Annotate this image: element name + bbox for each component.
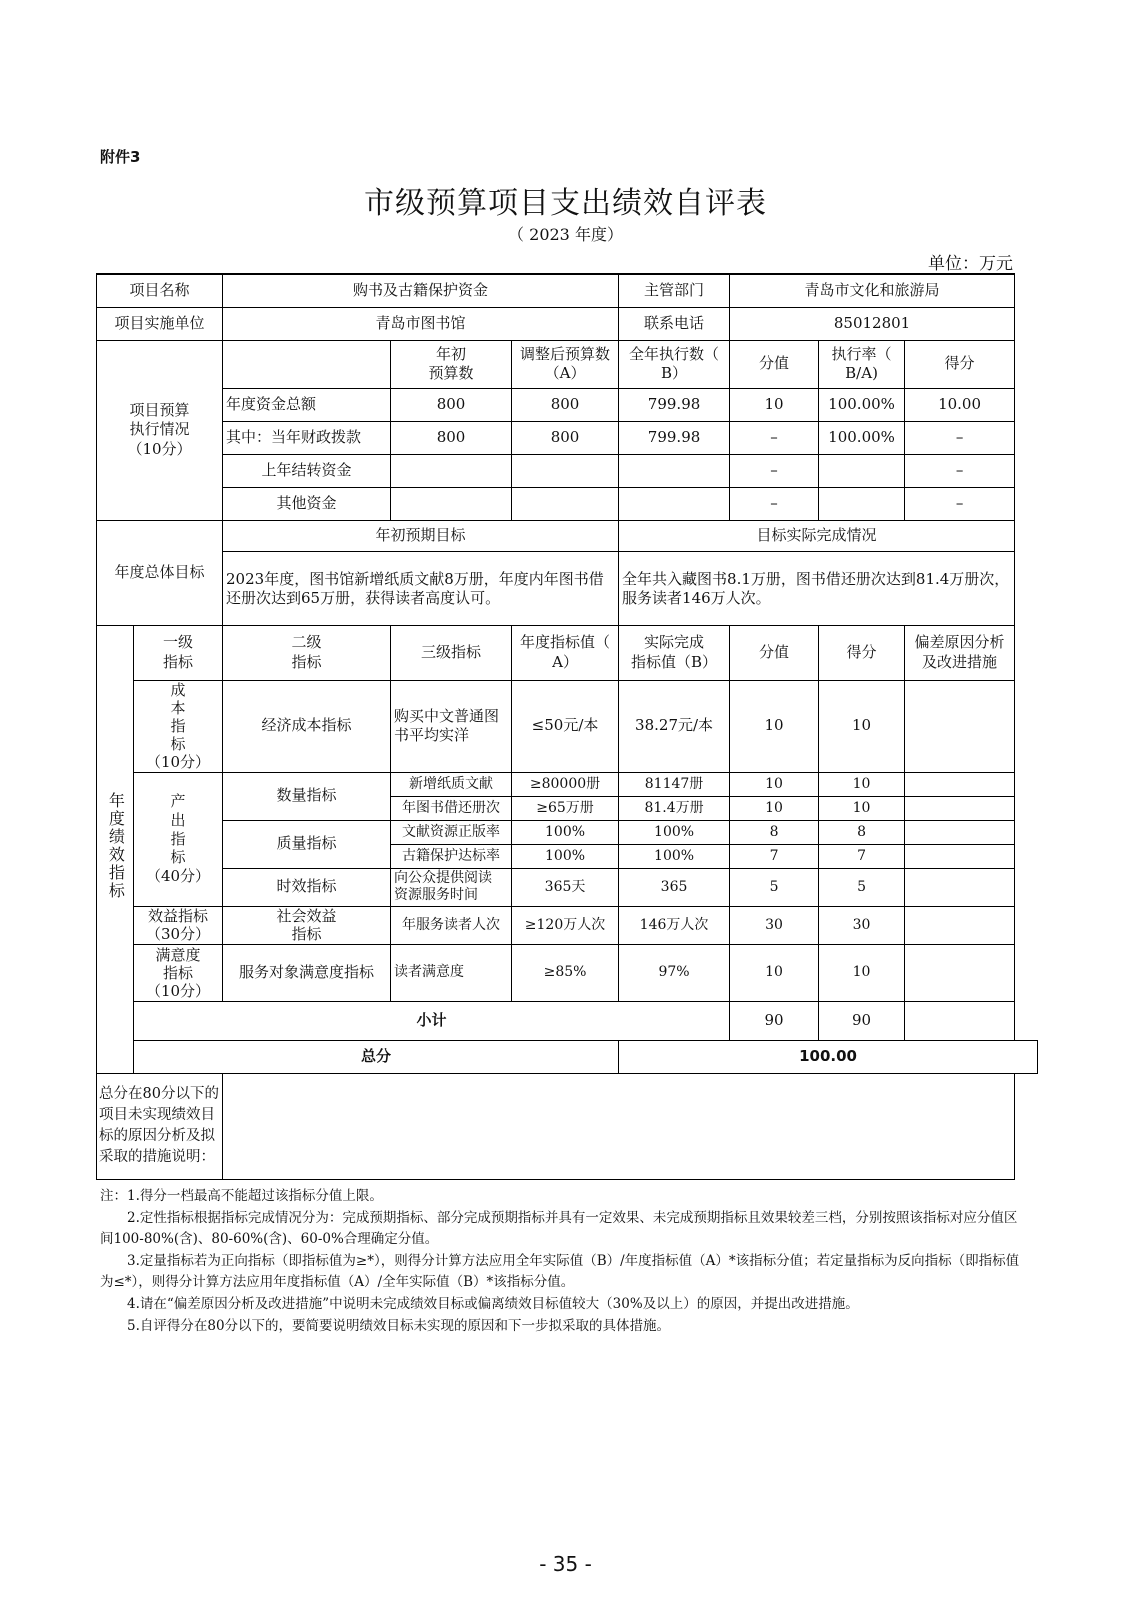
subtotal-got: 90 bbox=[819, 1001, 905, 1040]
budget-cell: – bbox=[730, 421, 819, 454]
budget-cell bbox=[819, 454, 905, 487]
dept-label: 主管部门 bbox=[619, 274, 730, 307]
table-row bbox=[97, 820, 1038, 844]
quality-deviation bbox=[905, 844, 1015, 868]
budget-cell: 800 bbox=[391, 388, 512, 421]
quality-deviation bbox=[905, 820, 1015, 844]
budget-cell: 800 bbox=[512, 421, 619, 454]
note-item: 4.请在“偏差原因分析及改进措施”中说明未完成绩效目标或偏离绩效目标值较大（30%及以上）的原因，并提出改进措施。 bbox=[127, 1295, 859, 1312]
quality-got: 7 bbox=[819, 844, 905, 868]
quantity-score: 10 bbox=[730, 796, 819, 820]
benefit-deviation bbox=[905, 906, 1015, 944]
phone-value: 85012801 bbox=[730, 307, 1015, 340]
budget-section-label: 项目预算 执行情况 （10分） bbox=[97, 340, 223, 520]
quality-target: 100% bbox=[512, 844, 619, 868]
quality-actual: 100% bbox=[619, 820, 730, 844]
quantity-got: 10 bbox=[819, 772, 905, 796]
cost-target: ≤50元/本 bbox=[512, 680, 619, 772]
budget-header: 调整后预算数 （A） bbox=[512, 340, 619, 388]
budget-row-label: 其中：当年财政拨款 bbox=[223, 421, 391, 454]
indicator-header: 二级 指标 bbox=[223, 625, 391, 680]
satisfaction-score: 10 bbox=[730, 944, 819, 1001]
quality-level3: 文献资源正版率 bbox=[391, 820, 512, 844]
page-title: 市级预算项目支出绩效自评表 bbox=[364, 186, 767, 221]
indicator-header: 得分 bbox=[819, 625, 905, 680]
budget-cell bbox=[512, 454, 619, 487]
note-item: 2.定性指标根据指标完成情况分为：完成预期指标、部分完成预期指标并具有一定效果、未完成预期指标且效果较差三档，分别按照该指标对应分值区间100-80%(含)、80-60%(含)、60-0%合理确定分值。 bbox=[100, 1209, 1018, 1248]
budget-cell: 800 bbox=[391, 421, 512, 454]
benefit-actual: 146万人次 bbox=[619, 906, 730, 944]
budget-cell: – bbox=[730, 454, 819, 487]
indicators-section-label: 年度绩效指标 bbox=[97, 625, 134, 1073]
timeliness-target: 365天 bbox=[512, 868, 619, 906]
budget-header: 执行率（ B/A) bbox=[819, 340, 905, 388]
cost-deviation bbox=[905, 680, 1015, 772]
attachment-label: 附件3 bbox=[100, 148, 141, 166]
remark-label: 总分在80分以下的项目未实现绩效目标的原因分析及拟采取的措施说明： bbox=[97, 1073, 223, 1179]
satisfaction-got: 10 bbox=[819, 944, 905, 1001]
quality-score: 8 bbox=[730, 820, 819, 844]
budget-cell: – bbox=[905, 487, 1015, 520]
budget-header: 全年执行数（ B） bbox=[619, 340, 730, 388]
table-row bbox=[97, 487, 1038, 520]
quality-actual: 100% bbox=[619, 844, 730, 868]
indicator-header: 分值 bbox=[730, 625, 819, 680]
output-level1: 产 出 指 标 （40分） bbox=[134, 772, 223, 906]
budget-cell: 799.98 bbox=[619, 421, 730, 454]
goals-section-label: 年度总体目标 bbox=[97, 520, 223, 625]
budget-cell bbox=[391, 487, 512, 520]
quality-got: 8 bbox=[819, 820, 905, 844]
project-name-label: 项目名称 bbox=[97, 274, 223, 307]
budget-cell: – bbox=[905, 421, 1015, 454]
quality-target: 100% bbox=[512, 820, 619, 844]
quantity-score: 10 bbox=[730, 772, 819, 796]
note-item: 注：1.得分一档最高不能超过该指标分值上限。 bbox=[100, 1188, 383, 1204]
quantity-level3: 新增纸质文献 bbox=[391, 772, 512, 796]
project-name: 购书及古籍保护资金 bbox=[223, 274, 619, 307]
budget-cell: – bbox=[730, 487, 819, 520]
remark-content bbox=[223, 1073, 1015, 1179]
table-row bbox=[97, 421, 1038, 454]
goals-actual-header: 目标实际完成情况 bbox=[619, 520, 1015, 551]
benefit-score: 30 bbox=[730, 906, 819, 944]
indicator-header: 实际完成 指标值（B） bbox=[619, 625, 730, 680]
dept-value: 青岛市文化和旅游局 bbox=[730, 274, 1015, 307]
quality-label: 质量指标 bbox=[223, 820, 391, 868]
quantity-target: ≥80000册 bbox=[512, 772, 619, 796]
timeliness-score: 5 bbox=[730, 868, 819, 906]
budget-cell: 10 bbox=[730, 388, 819, 421]
cost-level1: 成 本 指 标 （10分） bbox=[134, 680, 223, 772]
goals-expected-header: 年初预期目标 bbox=[223, 520, 619, 551]
quantity-level3: 年图书借还册次 bbox=[391, 796, 512, 820]
indicator-header: 年度指标值（ A） bbox=[512, 625, 619, 680]
table-row bbox=[97, 944, 1038, 1001]
benefit-level3: 年服务读者人次 bbox=[391, 906, 512, 944]
unit-label: 单位：万元 bbox=[928, 254, 1013, 274]
timeliness-actual: 365 bbox=[619, 868, 730, 906]
table-row bbox=[97, 680, 1038, 772]
quality-level3: 古籍保护达标率 bbox=[391, 844, 512, 868]
benefit-target: ≥120万人次 bbox=[512, 906, 619, 944]
subtotal-label: 小计 bbox=[134, 1001, 730, 1040]
quantity-deviation bbox=[905, 772, 1015, 796]
note-item: 5.自评得分在80分以下的，要简要说明绩效目标未实现的原因和下一步拟采取的具体措施。 bbox=[127, 1317, 671, 1334]
cost-level3: 购买中文普通图 书平均实洋 bbox=[391, 680, 512, 772]
total-label: 总分 bbox=[134, 1040, 619, 1073]
budget-cell: 100.00% bbox=[819, 388, 905, 421]
quantity-target: ≥65万册 bbox=[512, 796, 619, 820]
indicator-header: 一级 指标 bbox=[134, 625, 223, 680]
subtotal-score: 90 bbox=[730, 1001, 819, 1040]
table-row bbox=[97, 388, 1038, 421]
notes bbox=[100, 1186, 1030, 1337]
budget-header: 分值 bbox=[730, 340, 819, 388]
timeliness-level3: 向公众提供阅读 资源服务时间 bbox=[391, 868, 512, 906]
budget-header: 年初 预算数 bbox=[391, 340, 512, 388]
impl-label: 项目实施单位 bbox=[97, 307, 223, 340]
goals-expected: 2023年度，图书馆新增纸质文献8万册，年度内年图书借还册次达到65万册，获得读者高度认可。 bbox=[223, 551, 619, 625]
budget-cell: 800 bbox=[512, 388, 619, 421]
quantity-label: 数量指标 bbox=[223, 772, 391, 820]
table-row bbox=[97, 772, 1038, 796]
subtotal-deviation bbox=[905, 1001, 1015, 1040]
table-row bbox=[97, 906, 1038, 944]
table-row bbox=[97, 1001, 1038, 1040]
indicator-header: 三级指标 bbox=[391, 625, 512, 680]
quantity-deviation bbox=[905, 796, 1015, 820]
satisfaction-level3: 读者满意度 bbox=[391, 944, 512, 1001]
satisfaction-deviation bbox=[905, 944, 1015, 1001]
quality-score: 7 bbox=[730, 844, 819, 868]
evaluation-table bbox=[96, 273, 1038, 1180]
budget-cell bbox=[619, 487, 730, 520]
quantity-actual: 81.4万册 bbox=[619, 796, 730, 820]
budget-cell: 100.00% bbox=[819, 421, 905, 454]
budget-row-label: 年度资金总额 bbox=[223, 388, 391, 421]
budget-cell bbox=[512, 487, 619, 520]
budget-cell bbox=[819, 487, 905, 520]
page-number: - 35 - bbox=[539, 1552, 592, 1576]
cost-level2: 经济成本指标 bbox=[223, 680, 391, 772]
total-value: 100.00 bbox=[619, 1040, 1038, 1073]
budget-cell: 799.98 bbox=[619, 388, 730, 421]
budget-header-blank bbox=[223, 340, 391, 388]
page-subtitle: （ 2023 年度） bbox=[508, 225, 623, 244]
satisfaction-actual: 97% bbox=[619, 944, 730, 1001]
quantity-actual: 81147册 bbox=[619, 772, 730, 796]
satisfaction-target: ≥85% bbox=[512, 944, 619, 1001]
benefit-level2: 社会效益 指标 bbox=[223, 906, 391, 944]
cost-actual: 38.27元/本 bbox=[619, 680, 730, 772]
table-row bbox=[97, 868, 1038, 906]
cost-got: 10 bbox=[819, 680, 905, 772]
indicator-header: 偏差原因分析 及改进措施 bbox=[905, 625, 1015, 680]
phone-label: 联系电话 bbox=[619, 307, 730, 340]
timeliness-level2: 时效指标 bbox=[223, 868, 391, 906]
satisfaction-level1: 满意度 指标 （10分） bbox=[134, 944, 223, 1001]
table-row bbox=[97, 454, 1038, 487]
impl-value: 青岛市图书馆 bbox=[223, 307, 619, 340]
budget-row-label: 上年结转资金 bbox=[223, 454, 391, 487]
timeliness-got: 5 bbox=[819, 868, 905, 906]
quantity-got: 10 bbox=[819, 796, 905, 820]
satisfaction-level2: 服务对象满意度指标 bbox=[223, 944, 391, 1001]
budget-cell bbox=[619, 454, 730, 487]
note-item: 3.定量指标若为正向指标（即指标值为≥*），则得分计算方法应用全年实际值（B）/年度指标值（A）*该指标分值；若定量指标为反向指标（即指标值为≤*），则得分计算方法应用年度指标值（A）/全年实际值（B）*该指标分值。 bbox=[100, 1252, 1020, 1291]
budget-header: 得分 bbox=[905, 340, 1015, 388]
budget-cell: 10.00 bbox=[905, 388, 1015, 421]
cost-score: 10 bbox=[730, 680, 819, 772]
goals-actual: 全年共入藏图书8.1万册，图书借还册次达到81.4万册次，服务读者146万人次。 bbox=[619, 551, 1015, 625]
benefit-got: 30 bbox=[819, 906, 905, 944]
timeliness-deviation bbox=[905, 868, 1015, 906]
budget-row-label: 其他资金 bbox=[223, 487, 391, 520]
benefit-level1: 效益指标 （30分） bbox=[134, 906, 223, 944]
budget-cell: – bbox=[905, 454, 1015, 487]
budget-cell bbox=[391, 454, 512, 487]
